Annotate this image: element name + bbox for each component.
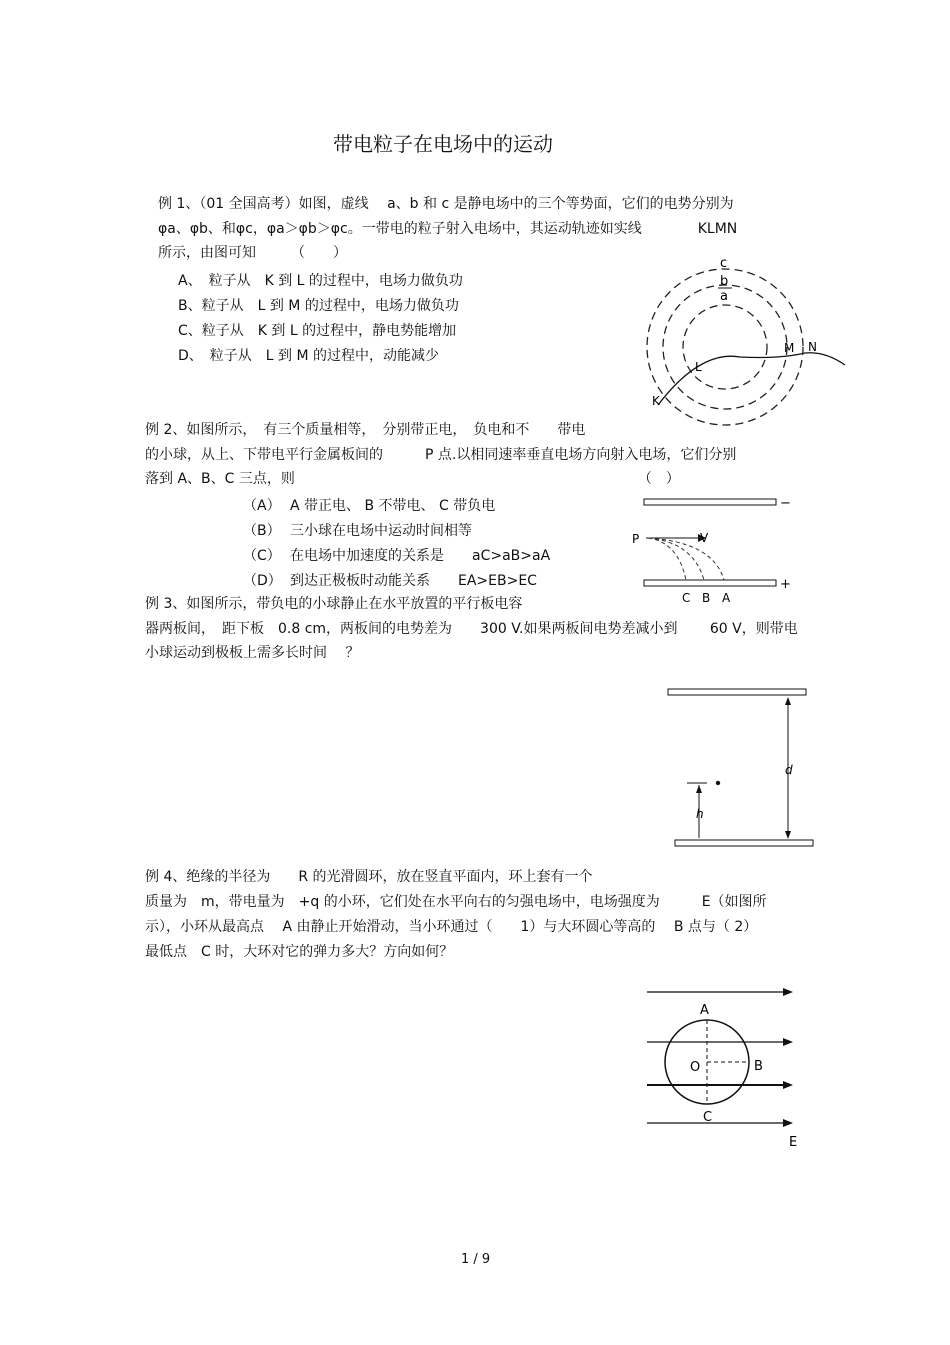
label-c: c <box>720 256 728 271</box>
ex4-line4: 最低点 C 时，大环对它的弹力多大？方向如何？ <box>145 944 454 960</box>
ex1-line3: 所示，由图可知 （ ） <box>158 245 347 261</box>
label-h: h <box>696 807 704 821</box>
label-l: L <box>695 360 702 374</box>
label-v: V <box>700 531 709 545</box>
ex1-equipotential-figure <box>640 255 850 415</box>
ex1-line2: φa、φb、和φc，φa＞φb＞φc。一带电的粒子射入电场中，其运动轨迹如实线 KLMN <box>158 221 738 237</box>
ex4-line2: 质量为 m，带电量为 +q 的小环，它们处在水平向右的匀强电场中，电场强度为 E（如图所 <box>145 894 767 910</box>
ex1-option-c: C、粒子从 K 到 L 的过程中，静电势能增加 <box>178 323 457 339</box>
ex2-option-c-key: （C） <box>243 548 281 564</box>
ex3-capacitor-figure <box>665 685 820 855</box>
label-c: C <box>682 591 691 605</box>
label-a: A <box>700 1003 709 1018</box>
ex4-line3: 示），小环从最高点 A 由静止开始滑动，当小环通过（ 1）与大环圆心等高的 B 点与（ 2） <box>145 919 758 935</box>
page-title: 带电粒子在电场中的运动 <box>333 132 553 156</box>
label-minus: − <box>780 496 791 511</box>
charged-ball <box>716 781 720 785</box>
particle-trajectory <box>658 353 845 405</box>
ex2-option-d: 到达正极板时动能关系 EA>EB>EC <box>290 573 537 589</box>
lower-plate <box>675 840 813 846</box>
ex3-line3: 小球运动到极板上需多长时间 ？ <box>145 645 360 661</box>
label-b: b <box>720 274 729 289</box>
trajectory-a <box>648 538 724 580</box>
negative-plate <box>644 499 776 505</box>
label-k: K <box>652 394 660 408</box>
page-number: 1 / 9 <box>461 1252 491 1267</box>
ex2-line2: 的小球，从上、下带电平行金属板间的 P 点.以相同速率垂直电场方向射入电场，它们分别 <box>145 447 737 463</box>
ex2-line1: 例 2、如图所示， 有三个质量相等， 分别带正电， 负电和不 带电 <box>145 422 586 438</box>
label-plus: + <box>780 577 791 592</box>
ex1-line1: 例 1、（01 全国高考）如图，虚线 a、b 和 c 是静电场中的三个等势面，它们的电势分别为 <box>158 196 734 212</box>
ex2-plates-figure <box>628 490 798 605</box>
equipotential-a <box>683 305 767 389</box>
ex2-option-a: A 带正电、 B 不带电、 C 带负电 <box>290 498 496 514</box>
label-a: A <box>722 591 731 605</box>
label-p: P <box>632 532 640 546</box>
ex1-option-b: B、粒子从 L 到 M 的过程中，电场力做负功 <box>178 298 459 314</box>
trajectory-b <box>648 538 704 580</box>
label-e: E <box>789 1135 798 1150</box>
ex4-line1: 例 4、绝缘的半径为 R 的光滑圆环，放在竖直平面内，环上套有一个 <box>145 869 593 885</box>
ex2-option-c: 在电场中加速度的关系是 aC>aB>aA <box>290 548 551 564</box>
label-a: a <box>720 289 728 304</box>
ex2-option-a-key: （A） <box>243 498 281 514</box>
ex2-option-b-key: （B） <box>243 523 281 539</box>
label-o: O <box>690 1060 701 1075</box>
label-m: M <box>784 341 795 355</box>
trajectory-c <box>648 538 686 580</box>
ex3-line1: 例 3、如图所示，带负电的小球静止在水平放置的平行板电容 <box>145 596 523 612</box>
label-d: d <box>785 763 793 777</box>
upper-plate <box>668 689 806 695</box>
ex1-option-d: D、 粒子从 L 到 M 的过程中，动能减少 <box>178 348 440 364</box>
ex1-option-a: A、 粒子从 K 到 L 的过程中，电场力做负功 <box>178 273 463 289</box>
label-b: B <box>702 591 711 605</box>
label-c: C <box>703 1110 713 1125</box>
ex2-option-d-key: （D） <box>243 573 282 589</box>
ex2-option-b: 三小球在电场中运动时间相等 <box>290 523 472 539</box>
positive-plate <box>644 580 776 586</box>
ex2-line3: 落到 A、B、C 三点，则 （ ） <box>145 471 680 487</box>
label-n: N <box>808 340 817 354</box>
ex3-line2: 器两板间， 距下板 0.8 cm，两板间的电势差为 300 V.如果两板间电势差减小到 60 V，则带电 <box>145 621 798 637</box>
label-b: B <box>754 1059 763 1074</box>
ex4-ring-figure <box>640 985 810 1155</box>
